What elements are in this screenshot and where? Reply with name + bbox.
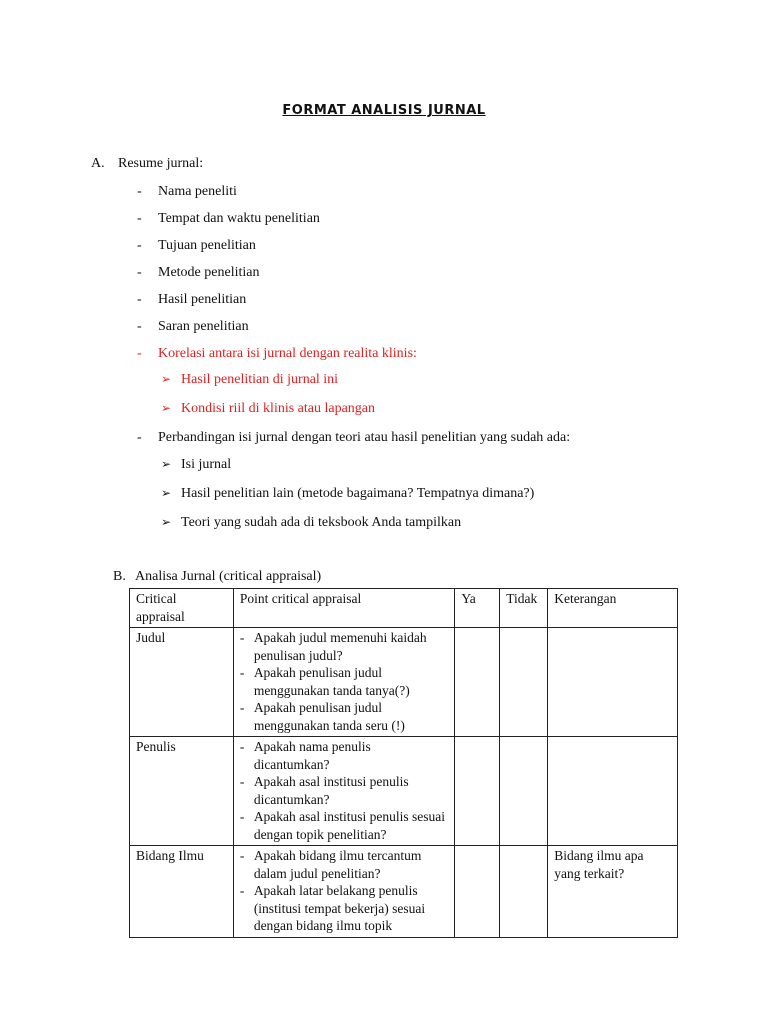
list-item-text: Tempat dan waktu penelitian [158,211,320,226]
perbandingan-label: Perbandingan isi jurnal dengan teori atau hasil penelitian yang sudah ada: [158,430,571,445]
keterangan-cell [548,628,678,737]
row-label: Bidang Ilmu [130,846,234,938]
ya-cell [455,628,500,737]
subitem-text: Kondisi riil di klinis atau lapangan [181,401,376,416]
point-item: - Apakah bidang ilmu tercantum dalam judul penelitian? [240,847,450,882]
subitem-text: Hasil penelitian di jurnal ini [181,372,339,387]
table-header-row [130,589,678,628]
list-item-text: Metode penelitian [158,265,260,280]
perbandingan-subitem [161,486,534,502]
section-a-letter: A. [91,156,105,171]
arrow-bullet-icon: ➢ [161,372,172,386]
point-item: - Apakah penulisan judul menggunakan tanda tanya(?) [240,664,450,699]
dash-bullet: - [137,319,142,334]
arrow-bullet-icon: ➢ [161,457,172,471]
header-critical-appraisal: Critical appraisal [130,589,234,628]
row-points [233,628,455,737]
arrow-bullet-icon: ➢ [161,401,172,415]
dash-bullet: - [137,292,142,307]
list-item [137,184,237,200]
subitem-text: Teori yang sudah ada di teksbook Anda tampilkan [181,515,462,530]
list-item-text: Tujuan penelitian [158,238,256,253]
perbandingan-item [137,430,570,446]
list-item-text: Hasil penelitian [158,292,247,307]
list-item [137,265,259,281]
list-item [137,211,320,227]
list-item [137,238,256,254]
korelasi-subitem [161,372,338,388]
point-item: - Apakah asal institusi penulis sesuai dengan topik penelitian? [240,808,450,843]
header-ya: Ya [455,589,500,628]
korelasi-subitem [161,401,375,417]
ya-cell [455,737,500,846]
subitem-text: Hasil penelitian lain (metode bagaimana? Tempatnya dimana?) [181,486,535,501]
document-title: FORMAT ANALISIS JURNAL [282,103,486,118]
list-item-text: Nama peneliti [158,184,237,199]
section-b-title: Analisa Jurnal (critical appraisal) [135,569,322,584]
section-b-heading [113,569,321,585]
table-row [130,737,678,846]
header-point: Point critical appraisal [233,589,455,628]
perbandingan-subitem [161,515,461,531]
tidak-cell [500,846,548,938]
subitem-text: Isi jurnal [181,457,232,472]
row-points [233,846,455,938]
dash-bullet: - [137,238,142,253]
keterangan-cell [548,737,678,846]
dash-bullet: - [137,430,142,445]
dash-bullet: - [137,184,142,199]
table-row [130,628,678,737]
list-item [137,319,249,335]
korelasi-item [137,346,417,362]
list-item [137,292,246,308]
row-points [233,737,455,846]
tidak-cell [500,628,548,737]
arrow-bullet-icon: ➢ [161,486,172,500]
section-a-title: Resume jurnal: [118,156,204,171]
point-item: - Apakah asal institusi penulis dicantumkan? [240,773,450,808]
row-label: Penulis [130,737,234,846]
section-a-heading [91,156,203,172]
section-b-letter: B. [113,569,126,584]
tidak-cell [500,737,548,846]
row-label: Judul [130,628,234,737]
point-item: - Apakah latar belakang penulis (institusi tempat bekerja) sesuai dengan bidang ilmu topik [240,882,450,935]
keterangan-cell: Bidang ilmu apa yang terkait? [548,846,678,938]
list-item-text: Saran penelitian [158,319,249,334]
point-item: - Apakah penulisan judul menggunakan tanda seru (!) [240,699,450,734]
dash-bullet: - [137,211,142,226]
point-item: - Apakah judul memenuhi kaidah penulisan judul? [240,629,450,664]
header-tidak: Tidak [500,589,548,628]
dash-bullet: - [137,346,142,361]
critical-appraisal-table [129,588,678,938]
table-row [130,846,678,938]
dash-bullet: - [137,265,142,280]
ya-cell [455,846,500,938]
perbandingan-subitem [161,457,231,473]
arrow-bullet-icon: ➢ [161,515,172,529]
point-item: - Apakah nama penulis dicantumkan? [240,738,450,773]
korelasi-label: Korelasi antara isi jurnal dengan realita klinis: [158,346,417,361]
header-keterangan: Keterangan [548,589,678,628]
